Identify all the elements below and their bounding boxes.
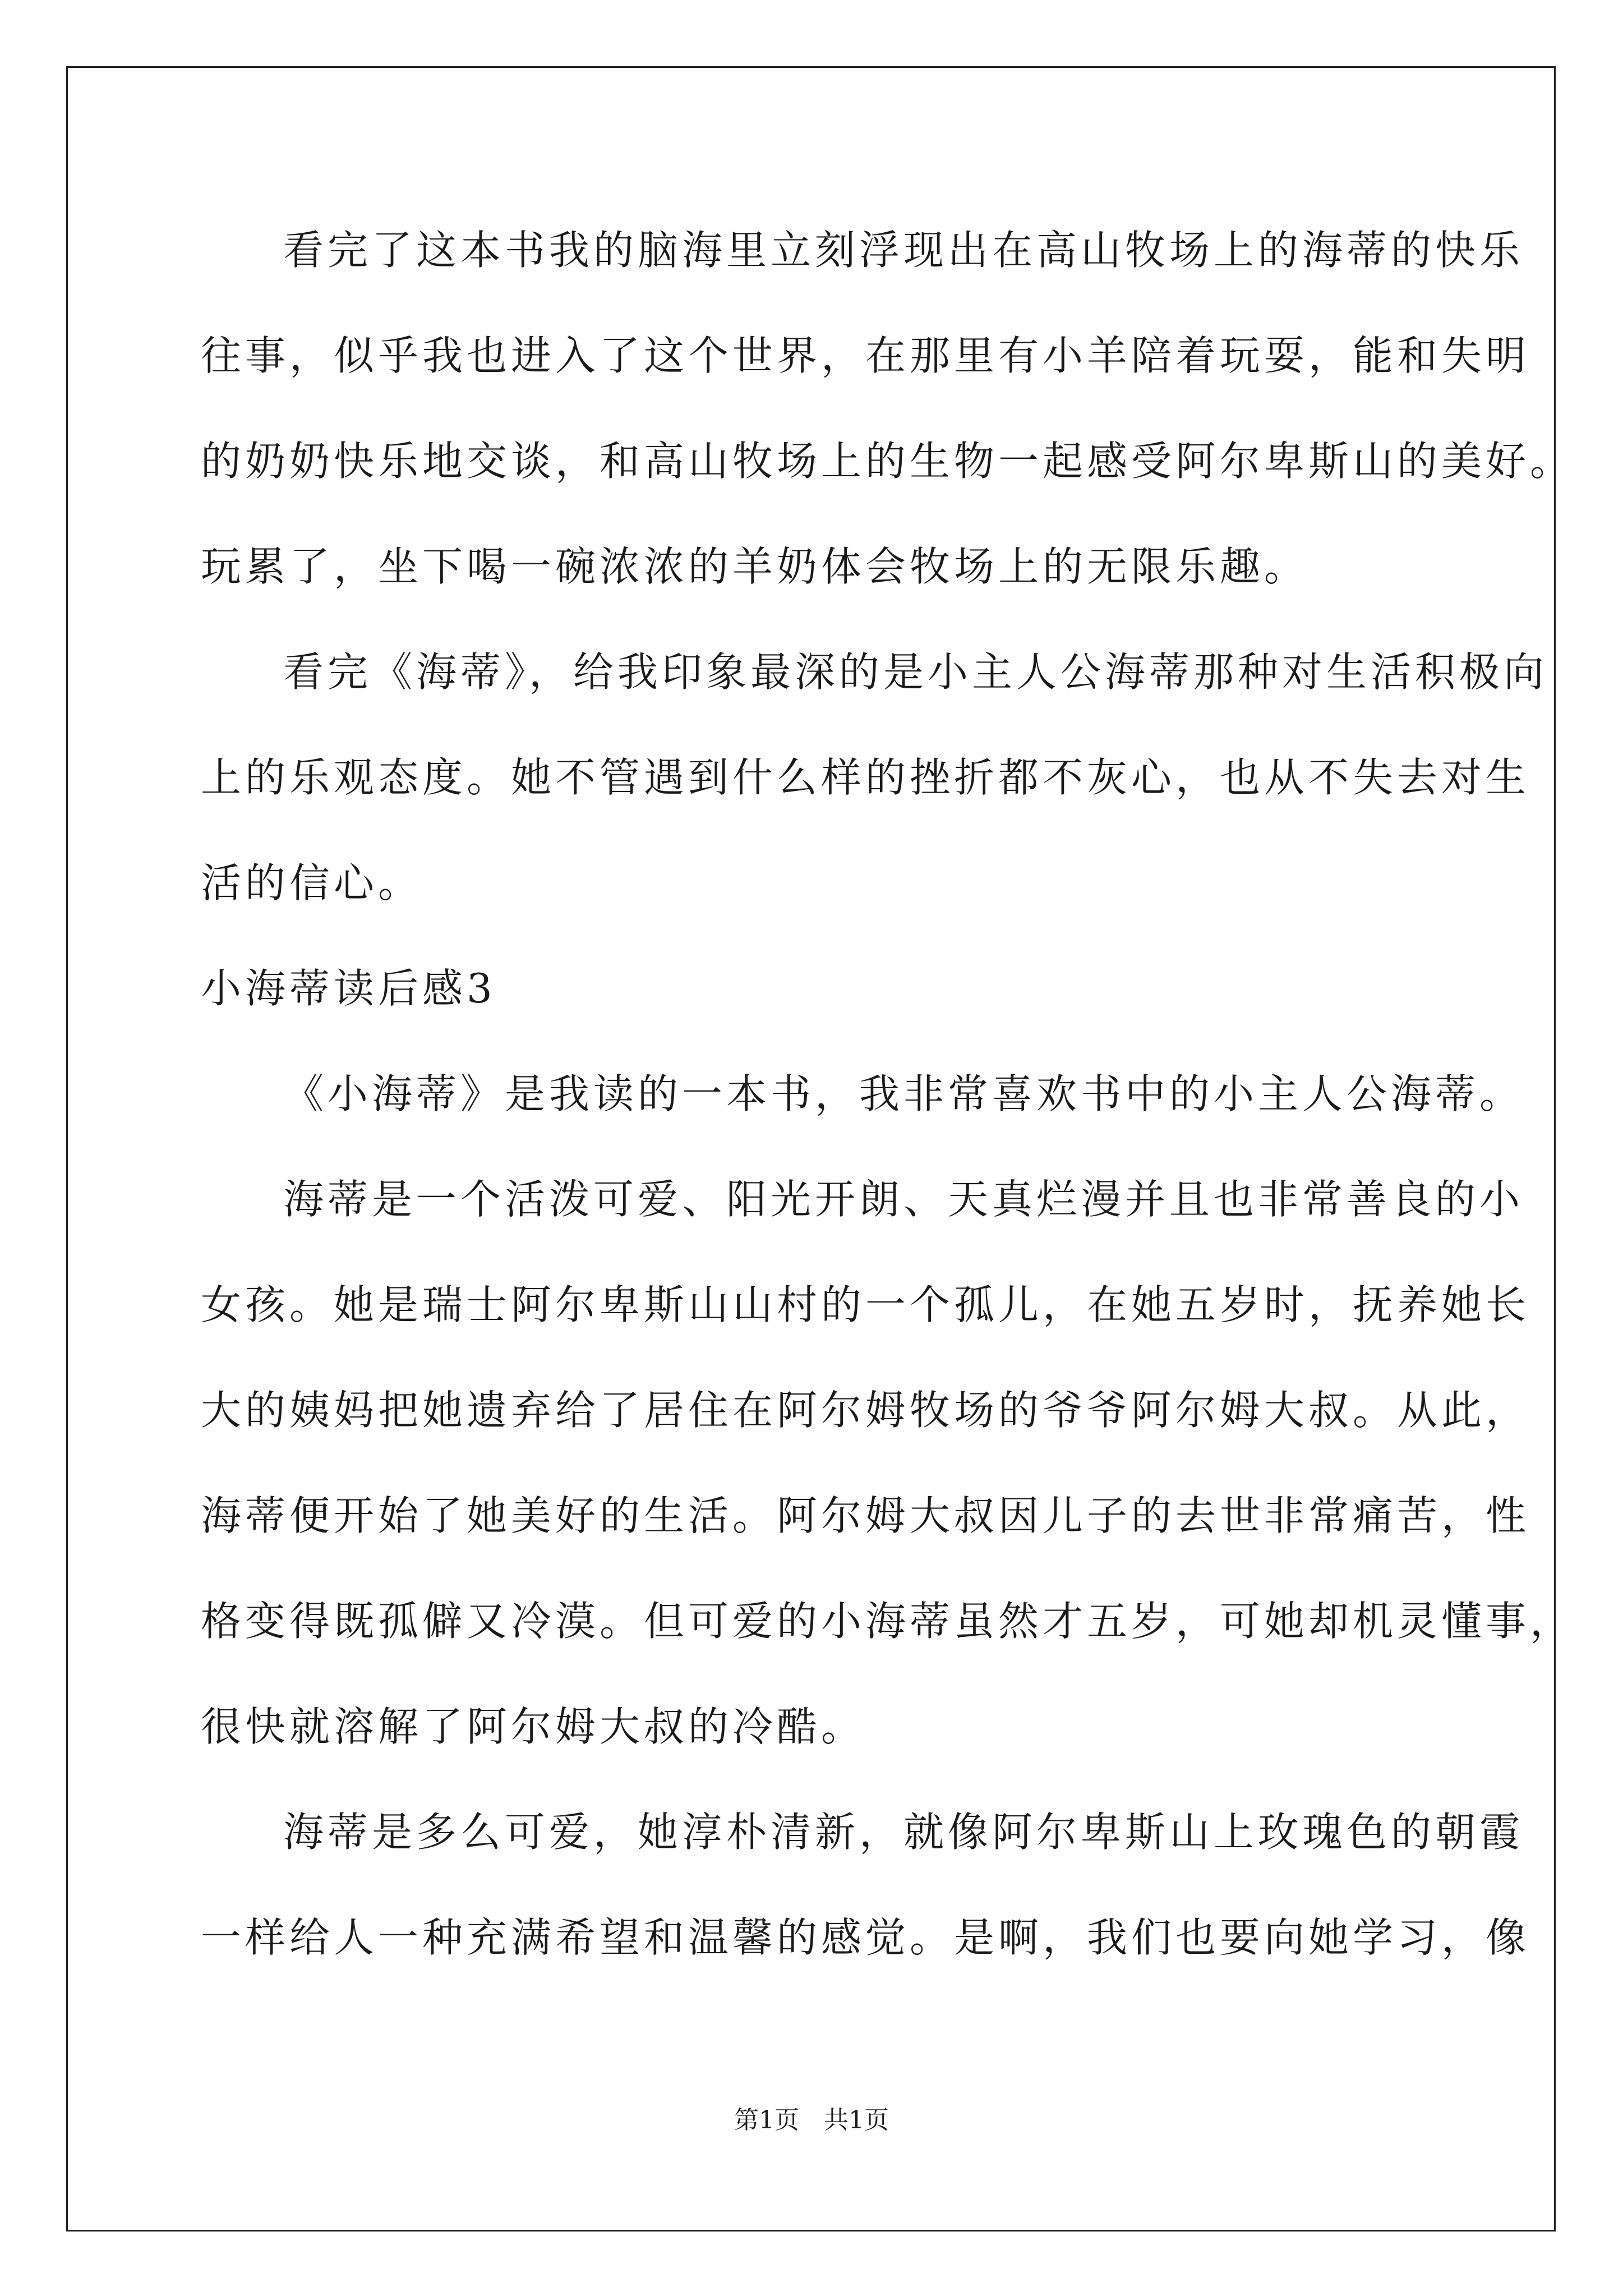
paragraph-line: 一样给人一种充满希望和温馨的感觉。是啊，我们也要向她学习，像 [201, 1914, 1530, 1961]
paragraph-line: 女孩。她是瑞士阿尔卑斯山山村的一个孤儿，在她五岁时，抚养她长 [201, 1281, 1530, 1328]
page-footer [0, 2104, 1623, 2137]
paragraph-line: 玩累了，坐下喝一碗浓浓的羊奶体会牧场上的无限乐趣。 [201, 543, 1309, 590]
paragraph-line: 往事，似乎我也进入了这个世界，在那里有小羊陪着玩耍，能和失明 [201, 332, 1530, 379]
paragraph-line: 大的姨妈把她遗弃给了居住在阿尔姆牧场的爷爷阿尔姆大叔。从此， [201, 1387, 1530, 1434]
paragraph-line: 海蒂是多么可爱，她淳朴清新，就像阿尔卑斯山上玫瑰色的朝霞 [283, 1809, 1524, 1856]
paragraph-line: 看完《海蒂》，给我印象最深的是小主人公海蒂那种对生活积极向 [283, 648, 1548, 696]
page-border [66, 66, 1556, 2231]
section-heading: 小海蒂读后感3 [201, 965, 496, 1012]
paragraph-line: 活的信心。 [201, 859, 423, 907]
paragraph-line: 看完了这本书我的脑海里立刻浮现出在高山牧场上的海蒂的快乐 [283, 227, 1524, 274]
page-total: 共1页 [824, 2106, 889, 2134]
paragraph-line: 《小海蒂》是我读的一本书，我非常喜欢书中的小主人公海蒂。 [283, 1070, 1524, 1117]
paragraph-line: 格变得既孤僻又冷漠。但可爱的小海蒂虽然才五岁，可她却机灵懂事， [201, 1598, 1575, 1645]
paragraph-line: 上的乐观态度。她不管遇到什么样的挫折都不灰心，也从不失去对生 [201, 754, 1530, 801]
paragraph-line: 很快就溶解了阿尔姆大叔的冷酷。 [201, 1703, 866, 1750]
page-number: 第1页 [734, 2106, 799, 2134]
paragraph-line: 海蒂便开始了她美好的生活。阿尔姆大叔因儿子的去世非常痛苦，性 [201, 1492, 1530, 1539]
paragraph-line: 的奶奶快乐地交谈，和高山牧场上的生物一起感受阿尔卑斯山的美好。 [201, 438, 1575, 485]
paragraph-line: 海蒂是一个活泼可爱、阳光开朗、天真烂漫并且也非常善良的小 [283, 1176, 1524, 1223]
